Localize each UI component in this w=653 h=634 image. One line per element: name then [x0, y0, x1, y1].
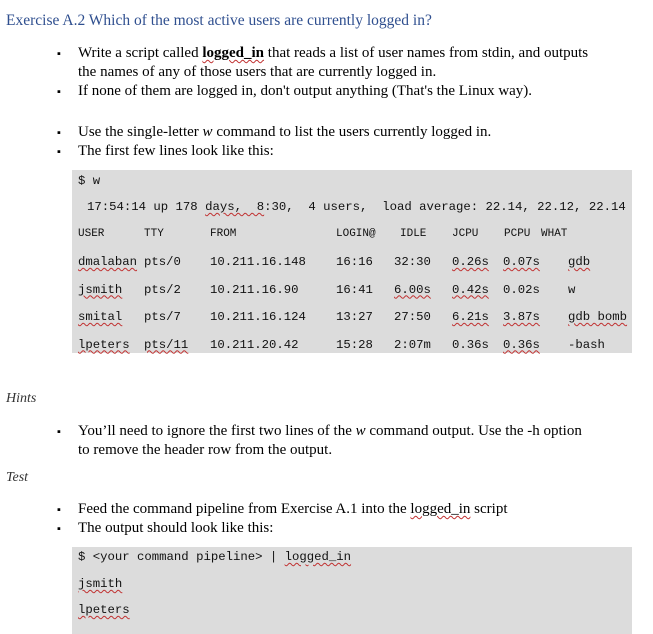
- column-header: USER: [78, 228, 105, 240]
- test-output: [72, 547, 632, 634]
- table-cell: gdb: [568, 255, 591, 269]
- pipeline-prompt: $ <your command pipeline> | logged_in: [78, 550, 352, 564]
- exercise-title: Exercise A.2 Which of the most active users are currently logged in?: [6, 12, 432, 29]
- table-cell: 13:27: [336, 310, 373, 324]
- table-cell: 0.42s: [452, 282, 489, 297]
- table-cell: 0.07s: [503, 255, 540, 269]
- table-cell: 0.36s: [452, 337, 489, 352]
- table-cell: gdb bomb: [568, 310, 628, 324]
- column-header: LOGIN@: [336, 228, 376, 240]
- column-header: PCPU: [504, 228, 531, 240]
- paragraph-line: Feed the command pipeline from Exercise A.1 into the logged_in script: [78, 501, 508, 517]
- table-cell: 0.36s: [503, 337, 540, 352]
- paragraph-line: Write a script called logged_in that reads a list of user names from stdin, and outputs: [78, 45, 589, 61]
- table-cell: 16:16: [336, 255, 373, 269]
- table-cell: dmalaban: [78, 255, 138, 269]
- table-cell: pts/11: [144, 337, 189, 352]
- table-cell: 3.87s: [503, 310, 540, 324]
- column-header: FROM: [210, 228, 237, 240]
- uptime-line: 17:54:14 up 178 days, 8:30, 4 users, load average: 22.14, 22.12, 22.14: [87, 200, 626, 214]
- output-line: jsmith: [78, 577, 123, 591]
- table-cell: 10.211.16.124: [210, 310, 306, 324]
- table-cell: 6.21s: [452, 310, 489, 324]
- bullet: ▪: [57, 504, 61, 516]
- table-cell: lpeters: [78, 337, 130, 352]
- column-header: JCPU: [452, 228, 479, 240]
- paragraph-line: If none of them are logged in, don't output anything (That's the Linux way).: [78, 83, 533, 99]
- table-cell: 0.26s: [452, 255, 489, 269]
- bullet: ▪: [57, 426, 61, 438]
- w-command-output: [72, 170, 632, 353]
- table-cell: pts/0: [144, 255, 181, 269]
- paragraph-line: The output should look like this:: [78, 520, 274, 536]
- table-cell: 16:41: [336, 282, 373, 297]
- bullet: ▪: [57, 523, 61, 535]
- paragraph-line: The first few lines look like this:: [78, 143, 274, 159]
- table-cell: 15:28: [336, 337, 373, 352]
- script-name: logged_in: [410, 501, 471, 517]
- bullet: ▪: [57, 48, 61, 60]
- paragraph-line: Use the single-letter w command to list the users currently logged in.: [78, 124, 492, 140]
- table-cell: 0.02s: [503, 282, 540, 297]
- table-cell: 10.211.20.42: [210, 337, 299, 352]
- column-header: IDLE: [400, 228, 427, 240]
- table-cell: pts/2: [144, 282, 181, 297]
- table-cell: pts/7: [144, 310, 181, 324]
- table-cell: smital: [78, 310, 123, 324]
- column-header: WHAT: [541, 228, 568, 240]
- table-cell: 2:07m: [394, 337, 431, 352]
- paragraph-line: You’ll need to ignore the first two lines of the w command output. Use the -h option: [78, 423, 582, 439]
- column-header: TTY: [144, 228, 164, 240]
- output-line: lpeters: [78, 603, 130, 617]
- test-label: Test: [6, 470, 29, 485]
- bullet: ▪: [57, 127, 61, 139]
- paragraph-line: to remove the header row from the output.: [78, 442, 333, 458]
- paragraph-line: the names of any of those users that are currently logged in.: [78, 64, 437, 80]
- table-cell: 27:50: [394, 310, 431, 324]
- table-cell: -bash: [568, 337, 605, 352]
- table-cell: w: [568, 282, 576, 297]
- bullet: ▪: [57, 86, 61, 98]
- table-cell: 32:30: [394, 255, 431, 269]
- bullet: ▪: [57, 146, 61, 158]
- hints-label: Hints: [6, 391, 37, 406]
- table-cell: jsmith: [78, 282, 123, 297]
- table-cell: 10.211.16.90: [210, 282, 299, 297]
- table-cell: 6.00s: [394, 282, 431, 297]
- table-cell: 10.211.16.148: [210, 255, 306, 269]
- prompt: $ w: [78, 174, 101, 188]
- script-name: logged_in: [202, 45, 265, 61]
